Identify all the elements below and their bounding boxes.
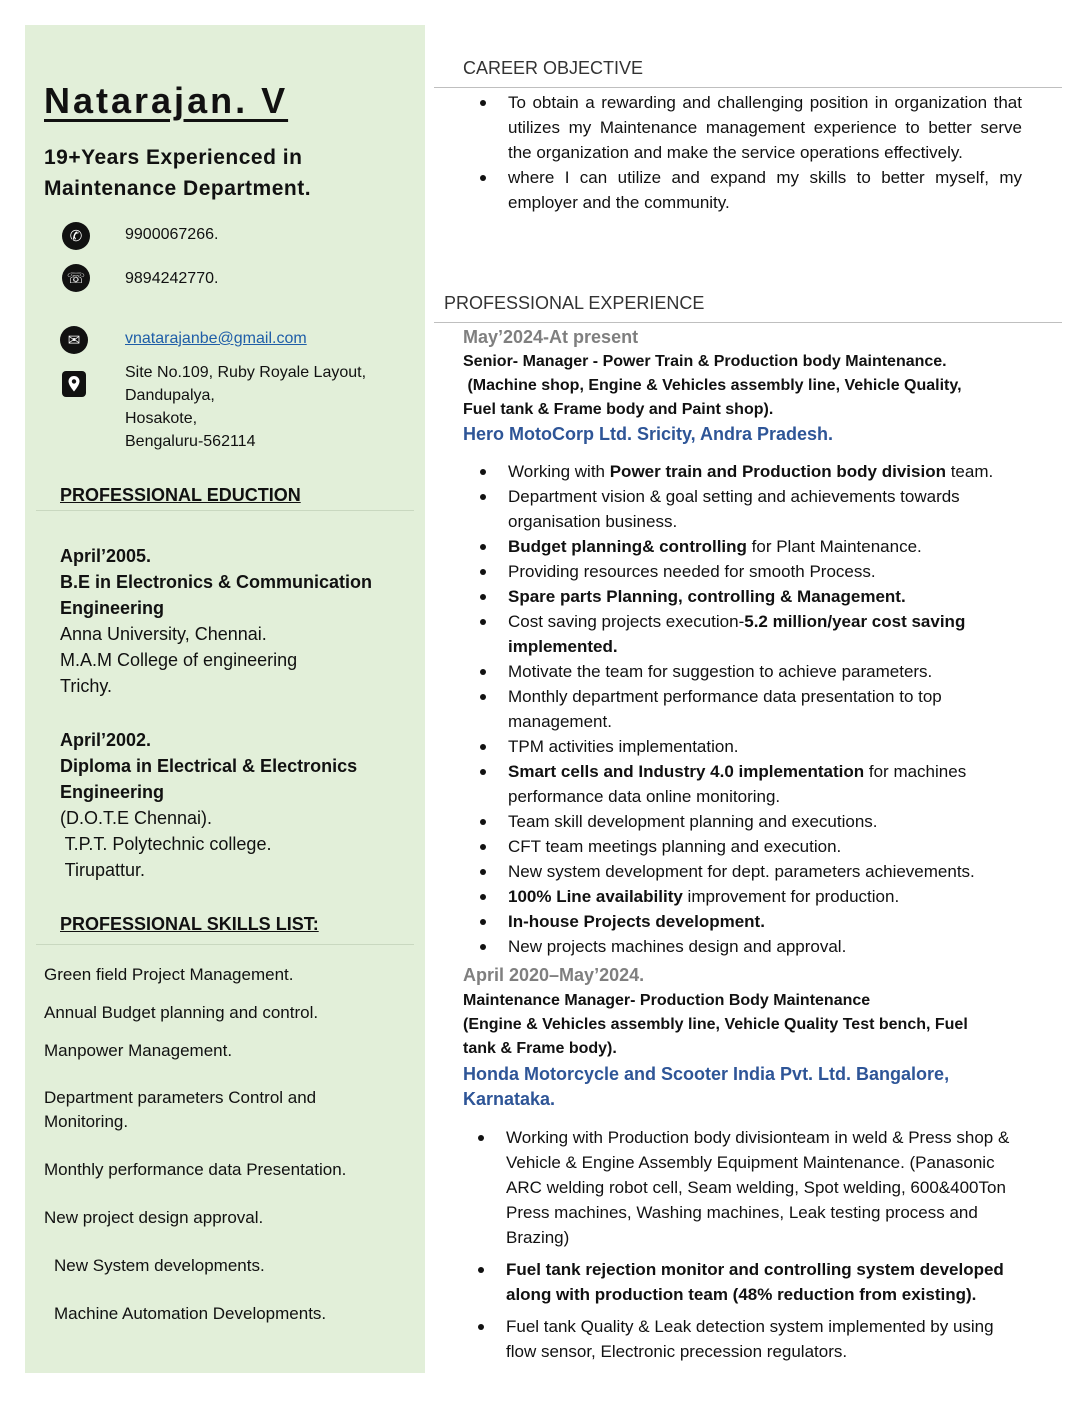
job-bullet [462,1257,1024,1307]
job-role [463,989,1043,1061]
education-heading: PROFESSIONAL EDUCTION [60,485,301,505]
bullet-text: Team skill development planning and executions. [508,812,878,831]
education-detail: Trichy. [60,676,112,696]
experience-heading: PROFESSIONAL EXPERIENCE [444,293,705,313]
skill-item: Department parameters Control and Monitoring. [44,1088,317,1131]
bullet-bold-text: In-house Projects development. [508,912,765,931]
bullet-text: for machines performance data online monitoring. [508,762,967,806]
company-name: Hero MotoCorp Ltd. Sricity, Andra Pradesh. [463,424,834,444]
education-detail: Anna University, Chennai. [60,624,267,644]
skills-heading: PROFESSIONAL SKILLS LIST: [60,914,319,934]
job-bullets [462,1125,1024,1364]
job-bullet [462,1125,1024,1250]
job-bullet [464,484,1024,534]
bullet-text: Working with [508,462,610,481]
skill-item: Manpower Management. [44,1041,233,1060]
bullet-bold-text: Fuel tank rejection monitor and controlling system developed along with production team (48% reduction from existing). [506,1260,1004,1304]
job-role [463,350,1043,422]
bullet-bold-text: 5.2 million/year cost saving implemented. [508,612,966,656]
skills-divider [36,944,414,945]
bullet-bold-text: Smart cells and Industry 4.0 implementation [508,762,865,781]
job-role-line: Fuel tank & Frame body and Paint shop). [463,401,774,418]
bullet-text: Cost saving projects execution- [508,612,745,631]
job-bullet [462,1314,1024,1364]
job-date: April 2020–May’2024. [463,965,645,985]
phone-number-2: 9894242770. [125,270,219,287]
education-date: April’2002. [60,730,152,750]
email-icon: ✉ [60,326,88,354]
skill-item: New project design approval. [44,1208,264,1227]
job-bullet [464,559,1024,584]
objective-list [464,90,1022,215]
company-name-line: Honda Motorcycle and Scooter India Pvt. Ltd. Bangalore, [463,1064,950,1084]
job-role-line: Maintenance Manager- Production Body Maintenance [463,992,871,1009]
bullet-text: Working with Production body divisionteam in weld & Press shop & Vehicle & Engine Assembly Equipment Maintenance. (Panasonic ARC welding robot cell, Seam welding, Spot welding, 600&400Ton Press machines, Washing machines, Leak testing process and Brazing) [506,1128,1010,1247]
job-bullet [464,459,1024,484]
skill-item: Monthly performance data Presentation. [44,1160,347,1179]
education-entry-1 [60,543,410,699]
skill-item: Green field Project Management. [44,965,294,984]
bullet-text: Motivate the team for suggestion to achieve parameters. [508,662,933,681]
bullet-text: Department vision & goal setting and achievements towards organisation business. [508,487,960,531]
bullet-text: for Plant Maintenance. [746,537,922,556]
job-bullet [464,684,1024,734]
job-bullet [464,809,1024,834]
location-pin-icon [62,371,86,397]
email-link[interactable]: vnatarajanbe@gmail.com [125,330,307,347]
bullet-text: Monthly department performance data presentation to top management. [508,687,942,731]
mobile-phone-icon: ☏ [62,264,90,292]
tagline-line: 19+Years Experienced in [44,146,303,169]
bullet-bold-text: Spare parts Planning, controlling & Management. [508,587,906,606]
education-entry-2 [60,727,410,883]
education-divider [36,510,414,511]
bullet-text: Providing resources needed for smooth Process. [508,562,876,581]
education-detail: T.P.T. Polytechnic college. [60,834,272,854]
job-bullet [464,659,1024,684]
bullet-text: improvement for production. [682,887,900,906]
job-bullets [464,459,1024,959]
skill-item: New System developments. [54,1256,265,1275]
bullet-bold-text: Budget planning& controlling [508,537,747,556]
job-role-line: Senior- Manager - Power Train & Production body Maintenance. [463,353,947,370]
skill-item: Annual Budget planning and control. [44,1003,319,1022]
job-bullet [464,534,1024,559]
bullet-text: New projects machines design and approval. [508,937,847,956]
company-name-line: Karnataka. [463,1089,556,1109]
tagline-line: Maintenance Department. [44,177,312,200]
job-bullet [464,609,1024,659]
bullet-text: New system development for dept. parameters achievements. [508,862,975,881]
job-role-line: (Machine shop, Engine & Vehicles assembly line, Vehicle Quality, [463,377,962,394]
bullet-text: Fuel tank Quality & Leak detection system implemented by using flow sensor, Electronic precession regulators. [506,1317,994,1361]
job-role-line: tank & Frame body). [463,1040,617,1057]
bullet-text: team. [945,462,994,481]
job-bullet [464,884,1024,909]
education-detail: M.A.M College of engineering [60,650,298,670]
job-bullet [464,759,1024,809]
company-name [463,1062,949,1112]
experience-divider [434,322,1062,323]
education-degree: Engineering [60,782,165,802]
education-detail: Tirupattur. [60,860,146,880]
phone-icon: ✆ [62,222,90,250]
address-line: Bengaluru-562114 [125,433,256,450]
skill-item: Machine Automation Developments. [54,1304,327,1323]
objective-divider [434,87,1062,88]
bullet-bold-text: Power train and Production body division [609,462,946,481]
education-date: April’2005. [60,546,152,566]
job-bullet [464,909,1024,934]
objective-item: where I can utilize and expand my skills to better myself, my employer and the community. [464,165,1022,215]
job-role-line: (Engine & Vehicles assembly line, Vehicle Quality Test bench, Fuel [463,1016,968,1033]
career-objective-heading: CAREER OBJECTIVE [463,58,644,78]
address [125,361,366,453]
job-bullet [464,734,1024,759]
bullet-bold-text: 100% Line availability [508,887,683,906]
phone-number-1: 9900067266. [125,226,219,243]
education-degree: Diploma in Electrical & Electronics [60,756,358,776]
address-line: Dandupalya, [125,387,215,404]
job-bullet [464,584,1024,609]
tagline [44,142,311,204]
bullet-text: CFT team meetings planning and execution. [508,837,842,856]
education-degree: Engineering [60,598,165,618]
education-degree: B.E in Electronics & Communication [60,572,373,592]
job-bullet [464,859,1024,884]
candidate-name: Natarajan. V [44,80,289,121]
education-detail: (D.O.T.E Chennai). [60,808,213,828]
bullet-text: TPM activities implementation. [508,737,739,756]
job-bullet [464,834,1024,859]
objective-item: To obtain a rewarding and challenging position in organization that utilizes my Maintenance management experience to better serve the organization and make the service operations effectively. [464,90,1022,165]
job-bullet [464,934,1024,959]
address-line: Site No.109, Ruby Royale Layout, [125,364,367,381]
job-date: May’2024-At present [463,327,639,347]
address-line: Hosakote, [125,410,198,427]
